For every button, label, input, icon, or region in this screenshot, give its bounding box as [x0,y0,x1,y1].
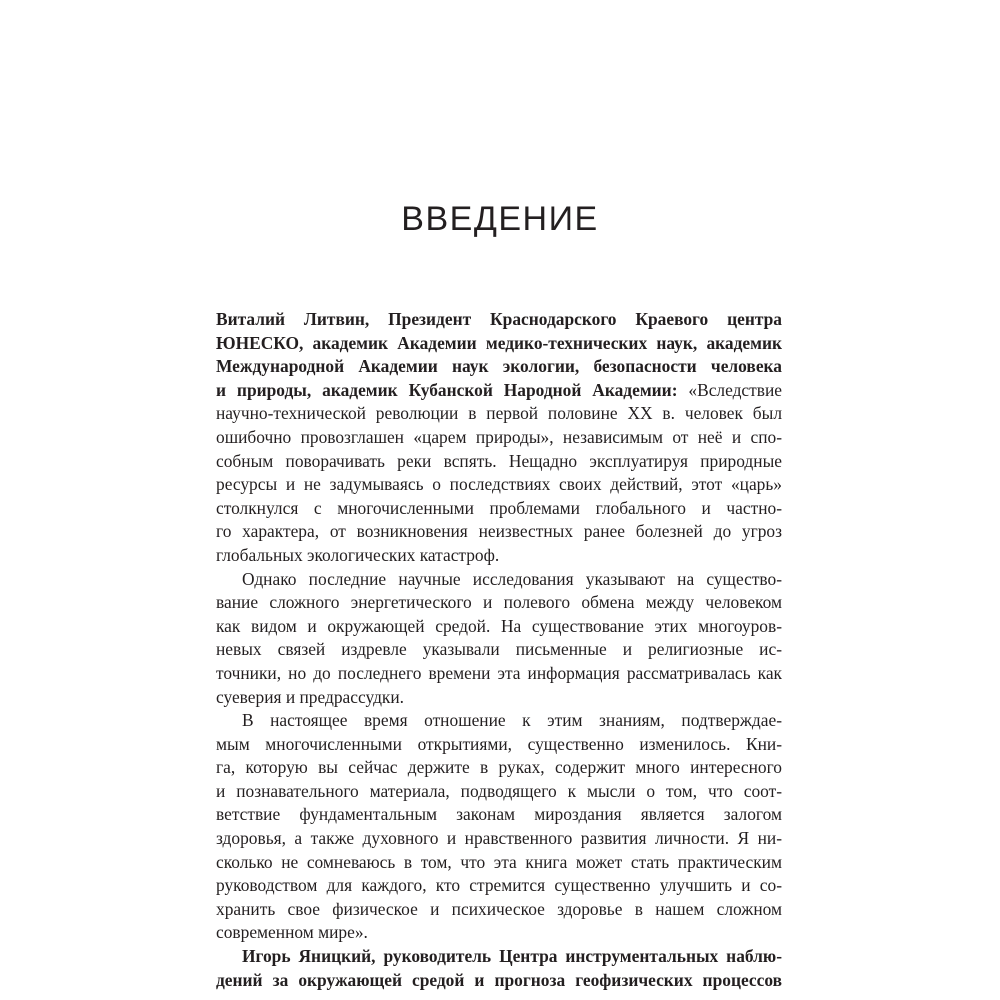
text-line [216,780,782,804]
bold-text: и природы, академик Кубанской Народной Академии: [216,379,678,400]
regular-text: го характера, от возникновения неизвестных ранее болезней до угроз [216,521,782,542]
bold-text: Международной Академии наук экологии, безопасности человека [216,356,782,377]
text-line [216,709,782,733]
regular-text: хранить свое физическое и психическое здоровье в нашем сложном [216,898,782,919]
text-line [216,568,782,592]
regular-text: га, которую вы сейчас держите в руках, содержит много интересного [216,757,782,778]
text-line [216,615,782,639]
regular-text: ресурсы и не задумываясь о последствиях своих действий, этот «царь» [216,474,782,495]
text-line [216,803,782,827]
regular-text: «Вследствие [677,379,782,400]
text-line [216,450,782,474]
regular-text: здоровья, а также духовного и нравственного развития личности. Я ни- [216,828,782,849]
regular-text: ошибочно провозглашен «царем природы», независимым от неё и спо- [216,426,782,447]
regular-text: современном мире». [216,922,368,943]
regular-text: мым многочисленными открытиями, существенно изменилось. Кни- [216,733,782,754]
bold-text: ЮНЕСКО, академик Академии медико-технических наук, академик [216,332,782,353]
text-line [216,638,782,662]
text-line [216,733,782,757]
regular-text: вание сложного энергетического и полевого обмена между человеком [216,592,782,613]
text-line [216,827,782,851]
regular-text: научно-технической революции в первой половине XX в. человек был [216,403,782,424]
text-line [216,355,782,379]
regular-text: столкнулся с многочисленными проблемами глобального и частно- [216,497,782,518]
text-line [216,662,782,686]
bold-text: Виталий Литвин, Президент Краснодарского Краевого центра [216,309,782,329]
text-line [216,874,782,898]
regular-text: ветствие фундаментальным законам мироздания является залогом [216,804,782,825]
text-line [216,308,782,332]
text-line [216,473,782,497]
regular-text: сколько не сомневаюсь в том, что эта книга может стать практическим [216,851,782,872]
text-line [216,402,782,426]
chapter-title: ВВЕДЕНИЕ [401,200,599,238]
text-line [216,379,782,403]
regular-text: собным поворачивать реки вспять. Нещадно эксплуатируя природные [216,450,782,471]
body-text [216,308,782,992]
text-line [216,851,782,875]
regular-text: и познавательного материала, подводящего к мысли о том, что соот- [216,780,782,801]
text-line [216,898,782,922]
text-line [216,686,782,710]
regular-text: руководством для каждого, кто стремится существенно улучшить и со- [216,875,782,896]
bold-text: Игорь Яницкий, руководитель Центра инструментальных наблю- [242,946,782,967]
text-line [216,332,782,356]
regular-text: глобальных экологических катастроф. [216,544,500,565]
text-line [216,544,782,568]
text-line [216,945,782,969]
regular-text: суеверия и предрассудки. [216,686,405,707]
text-line [216,497,782,521]
regular-text: Однако последние научные исследования указывают на существо- [242,568,782,589]
text-line [216,921,782,945]
bold-text: дений за окружающей средой и прогноза геофизических процессов [216,969,782,990]
text-line [216,969,782,993]
regular-text: точники, но до последнего времени эта информация рассматривалась как [216,662,782,683]
text-line [216,591,782,615]
regular-text: невых связей издревле указывали письменные и религиозные ис- [216,639,782,660]
text-line [216,520,782,544]
text-line [216,756,782,780]
regular-text: В настоящее время отношение к этим знаниям, подтверждае- [242,710,782,731]
regular-text: как видом и окружающей средой. На существование этих многоуров- [216,615,782,636]
text-line [216,426,782,450]
